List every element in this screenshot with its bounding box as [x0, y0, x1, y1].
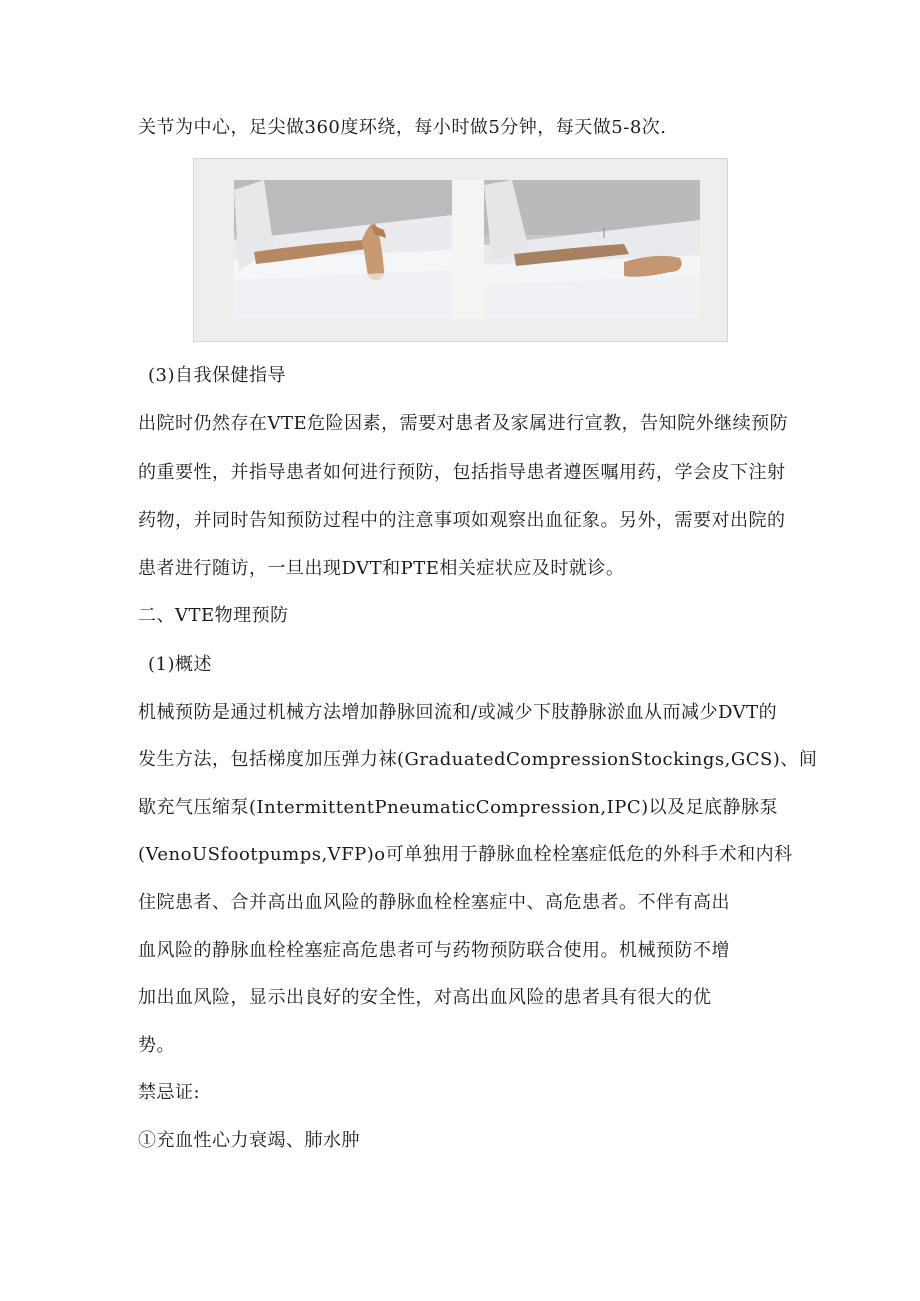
paragraph-line: 歇充气压缩泵(IntermittentPneumaticCompression,IPC)以及足底静脉泵 — [138, 797, 779, 818]
photo-divider — [452, 180, 484, 319]
contraindications-label: 禁忌证: — [138, 1082, 201, 1103]
paragraph-line: 药物，并同时告知预防过程中的注意事项如观察出血征象。另外，需要对出院的 — [138, 510, 786, 531]
paragraph-line: 出院时仍然存在VTE危险因素，需要对患者及家属进行宣教，告知院外继续预防 — [138, 413, 789, 434]
section-heading: (3)自我保健指导 — [148, 365, 286, 386]
subsection-heading: (1)概述 — [148, 654, 212, 675]
paragraph-line: 住院患者、合并高出血风险的静脉血栓栓塞症中、高危患者。不伴有高出 — [138, 892, 730, 913]
paragraph-line: 关节为中心，足尖做360度环绕，每小时做5分钟，每天做5-8次. — [138, 117, 667, 138]
paragraph-line: 患者进行随访，一旦出现DVT和PTE相关症状应及时就诊。 — [138, 558, 625, 579]
paragraph-line: 的重要性，并指导患者如何进行预防，包括指导患者遵医嘱用药，学会皮下注射 — [138, 462, 786, 483]
paragraph-line: 加出血风险，显示出良好的安全性，对高出血风险的患者具有很大的优 — [138, 987, 712, 1008]
section-heading: 二、VTE物理预防 — [138, 605, 289, 626]
paragraph-line: 发生方法，包括梯度加压弹力袜(GraduatedCompressionStockings,GCS)、间 — [138, 749, 818, 770]
ankle-extension-photo — [484, 180, 700, 319]
paragraph-line: 血风险的静脉血栓栓塞症高危患者可与药物预防联合使用。机械预防不增 — [138, 940, 730, 961]
contraindication-item: ①充血性心力衰竭、肺水肿 — [138, 1130, 360, 1151]
paragraph-line: 势。 — [138, 1035, 175, 1056]
paragraph-line: (VenoUSfootpumps,VFP)o可单独用于静脉血栓栓塞症低危的外科手术和内科 — [138, 844, 793, 865]
exercise-photo-figure — [193, 158, 728, 342]
ankle-flexion-photo — [234, 180, 452, 319]
paragraph-line: 机械预防是通过机械方法增加静脉回流和/或减少下肢静脉淤血从而减少DVT的 — [138, 702, 778, 723]
